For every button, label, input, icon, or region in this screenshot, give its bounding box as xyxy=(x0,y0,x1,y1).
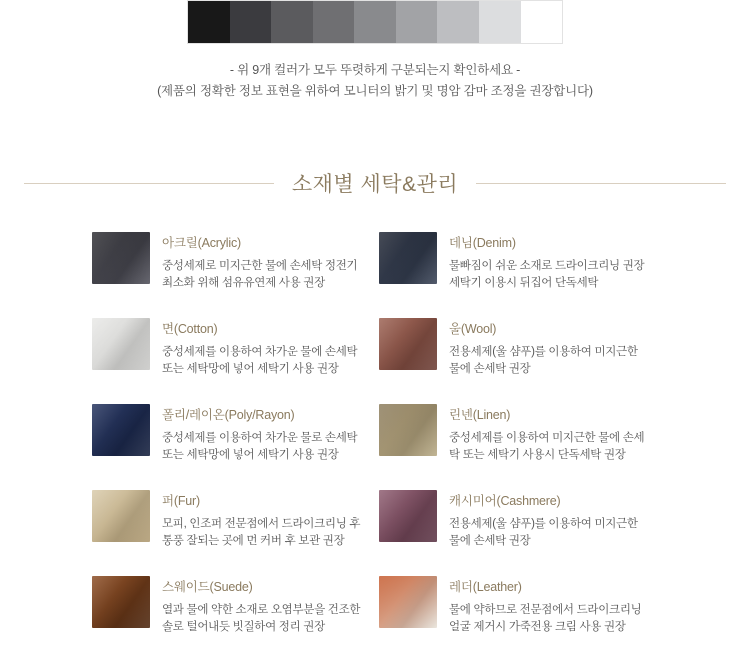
list-item xyxy=(379,490,658,550)
fabric-desc-line-2: 탁 또는 세탁기 사용시 단독세탁 권장 xyxy=(449,449,626,461)
fabric-desc-line-1: 중성세제를 이용하여 차가운 물에 손세탁 xyxy=(162,346,358,358)
list-item xyxy=(92,490,371,550)
divider-left xyxy=(24,183,274,184)
fabric-desc-line-2: 세탁기 이용시 뒤집어 단독세탁 xyxy=(449,277,599,289)
divider-right xyxy=(476,183,726,184)
fabric-name: 퍼(Fur) xyxy=(162,494,200,508)
fabric-desc-line-1: 중성세제를 이용하여 미지근한 물에 손세 xyxy=(449,432,645,444)
calibration-swatch xyxy=(521,1,563,43)
fabric-swatch xyxy=(379,232,437,284)
fabric-care-text xyxy=(449,404,644,464)
list-item xyxy=(92,232,371,292)
fabric-care-text xyxy=(449,318,638,378)
fabric-name: 폴리/레이온(Poly/Rayon) xyxy=(162,408,295,422)
fabric-desc-line-2: 얼굴 제거시 가죽전용 크림 사용 권장 xyxy=(449,621,626,633)
fabric-swatch xyxy=(92,404,150,456)
fabric-name: 레더(Leather) xyxy=(449,580,522,594)
calibration-note-line-2: (제품의 정확한 정보 표현을 위하여 모니터의 밝기 및 명암 감마 조정을 권장합니다) xyxy=(157,84,593,98)
fabric-name: 스웨이드(Suede) xyxy=(162,580,253,594)
fabric-name: 울(Wool) xyxy=(449,322,497,336)
fabric-name: 캐시미어(Cashmere) xyxy=(449,494,561,508)
calibration-swatch xyxy=(188,1,230,43)
list-item xyxy=(379,576,658,636)
fabric-name: 린넨(Linen) xyxy=(449,408,511,422)
fabric-name: 아크릴(Acrylic) xyxy=(162,236,241,250)
fabric-swatch xyxy=(379,404,437,456)
fabric-desc-line-2: 통풍 잘되는 곳에 먼 커버 후 보관 권장 xyxy=(162,535,345,547)
fabric-desc-line-1: 중성세제를 이용하여 차가운 물로 손세탁 xyxy=(162,432,358,444)
fabric-swatch xyxy=(92,232,150,284)
list-item xyxy=(92,404,371,464)
fabric-desc-line-2: 최소화 위해 섬유유연제 사용 권장 xyxy=(162,277,325,289)
calibration-swatch xyxy=(479,1,521,43)
calibration-note-line-1: - 위 9개 컬러가 모두 뚜렷하게 구분되는지 확인하세요 - xyxy=(229,63,521,77)
fabric-care-text xyxy=(162,576,360,636)
calibration-swatch xyxy=(437,1,479,43)
calibration-swatch xyxy=(271,1,313,43)
fabric-desc-line-2: 물에 손세탁 권장 xyxy=(449,535,531,547)
fabric-desc-line-2: 또는 세탁망에 넣어 세탁기 사용 권장 xyxy=(162,363,339,375)
list-item xyxy=(92,576,371,636)
fabric-care-text xyxy=(162,490,360,550)
list-item xyxy=(379,404,658,464)
fabric-desc-line-2: 솔로 털어내듯 빗질하여 정리 권장 xyxy=(162,621,325,633)
fabric-name: 면(Cotton) xyxy=(162,322,218,336)
fabric-desc-line-1: 열과 물에 약한 소재로 오염부분을 건조한 xyxy=(162,604,361,616)
fabric-care-text xyxy=(162,404,357,464)
fabric-care-text xyxy=(162,318,357,378)
fabric-desc-line-1: 모피, 인조퍼 전문점에서 드라이크리닝 후 xyxy=(162,518,361,530)
section-header xyxy=(0,168,750,198)
color-calibration-section xyxy=(0,0,750,44)
fabric-care-text xyxy=(449,232,644,292)
calibration-strip xyxy=(187,0,563,44)
list-item xyxy=(379,232,658,292)
fabric-swatch xyxy=(379,490,437,542)
fabric-care-text xyxy=(162,232,357,292)
fabric-desc-line-2: 또는 세탁망에 넣어 세탁기 사용 권장 xyxy=(162,449,339,461)
list-item xyxy=(379,318,658,378)
fabric-swatch xyxy=(92,490,150,542)
calibration-swatch xyxy=(313,1,355,43)
fabric-swatch xyxy=(92,576,150,628)
fabric-desc-line-1: 중성세제로 미지근한 물에 손세탁 정전기 xyxy=(162,260,358,272)
fabric-swatch xyxy=(92,318,150,370)
fabric-name: 데님(Denim) xyxy=(449,236,516,250)
fabric-care-grid xyxy=(92,232,658,636)
fabric-swatch xyxy=(379,576,437,628)
calibration-swatch xyxy=(354,1,396,43)
fabric-desc-line-1: 물에 약하므로 전문점에서 드라이크리닝 xyxy=(449,604,642,616)
fabric-care-text xyxy=(449,490,638,550)
calibration-notes xyxy=(0,60,750,102)
calibration-swatch xyxy=(230,1,272,43)
calibration-swatch xyxy=(396,1,438,43)
fabric-desc-line-1: 전용세제(울 샴푸)를 이용하여 미지근한 xyxy=(449,346,638,358)
fabric-care-text xyxy=(449,576,641,636)
fabric-swatch xyxy=(379,318,437,370)
fabric-desc-line-1: 전용세제(울 샴푸)를 이용하여 미지근한 xyxy=(449,518,638,530)
list-item xyxy=(92,318,371,378)
page-title: 소재별 세탁&관리 xyxy=(291,173,459,196)
fabric-desc-line-2: 물에 손세탁 권장 xyxy=(449,363,531,375)
fabric-desc-line-1: 물빠짐이 쉬운 소재로 드라이크리닝 권장 xyxy=(449,260,645,272)
